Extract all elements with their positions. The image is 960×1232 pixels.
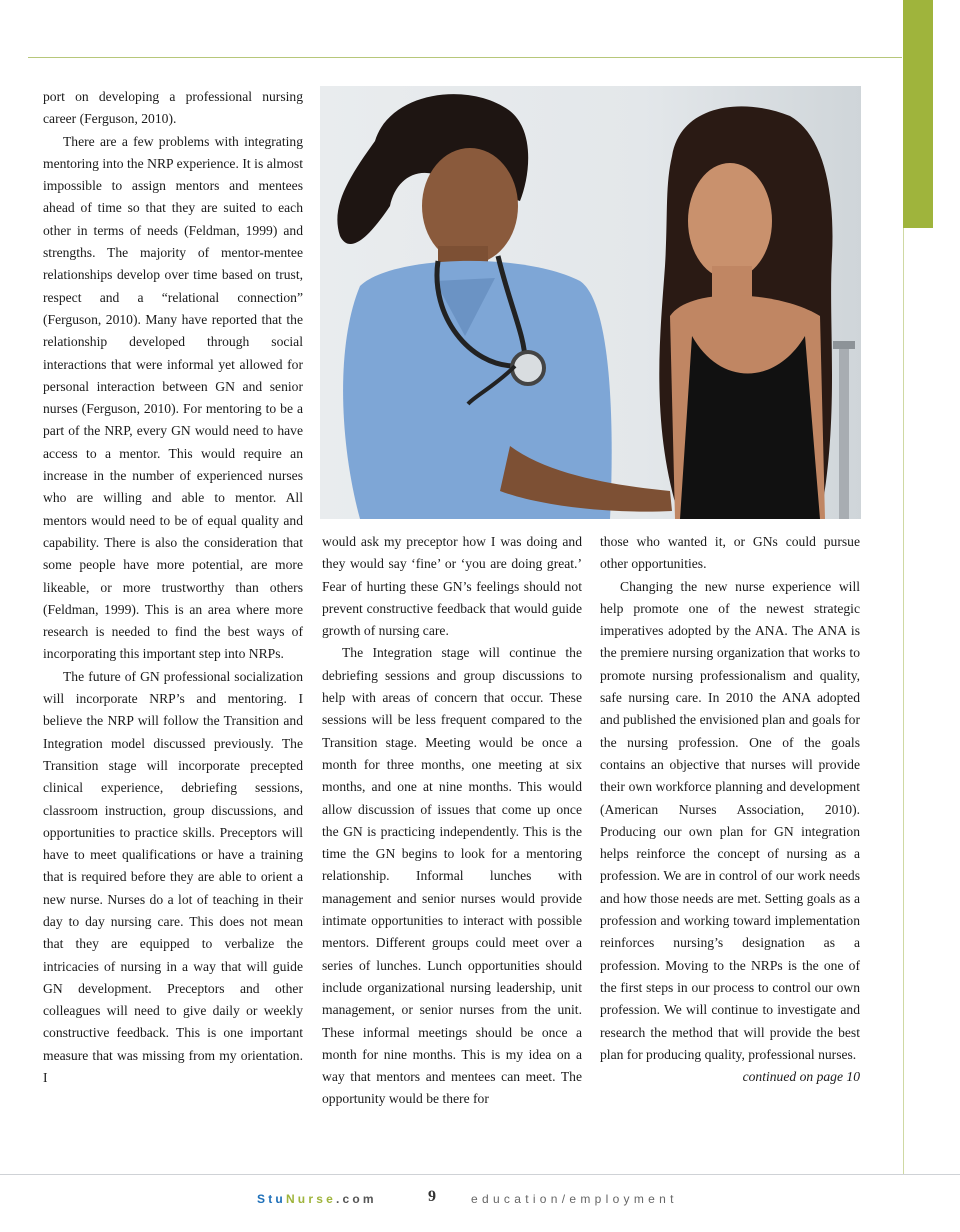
brand-stu: Stu <box>257 1192 286 1206</box>
section-label: education/employment <box>471 1192 678 1206</box>
text-column-3 <box>600 531 860 1088</box>
col3-paragraph-1: those who wanted it, or GNs could pursue other opportunities. <box>600 534 860 572</box>
col1-paragraph-3: The future of GN professional socialization will incorporate NRP’s and mentoring. I believe the NRP will follow the Transition and Integration model discussed previously. The Transition stage will incorporate precepted clinical experience, debriefing sessions, classroom instruction, group discussions, and opportunities to practice skills. Preceptors will have to meet qualifications or have a training that is required before they are able to orient a new nurse. Nurses do a lot of teaching in their day to day nursing care. This does not mean that they are equipped to verbalize the intricacies of nursing in a way that will guide GN development. Preceptors and other colleagues will need to give daily or weekly constructive feedback. This is one important measure that was missing from my orientation. I <box>43 668 303 1086</box>
top-rule <box>28 57 902 58</box>
side-rule <box>903 228 904 1174</box>
page-footer <box>0 1188 960 1212</box>
col2-paragraph-1: would ask my preceptor how I was doing and they would say ‘fine’ or ‘you are doing great.’ Fear of hurting these GN’s feelings should not prevent constructive feedback that would guide growth of nursing care. <box>322 534 582 639</box>
brand-dotcom: .com <box>335 1192 377 1206</box>
continued-note: continued on page 10 <box>742 1069 860 1085</box>
col1-paragraph-1: port on developing a professional nursing career (Ferguson, 2010). <box>43 89 303 127</box>
page-number: 9 <box>428 1188 436 1205</box>
nurse-patient-photo <box>320 86 861 519</box>
col3-paragraph-2: Changing the new nurse experience will help promote one of the newest strategic imperatives adopted by the ANA. The ANA is the premiere nursing organization that works to promote nursing professionalism and quality, safe nursing care. In 2010 the ANA adopted and published the envisioned plan and goals for the nursing profession. One of the goals contains an objective that nurses will provide their own workforce planning and development (American Nurses Association, 2010). Producing our own plan for GN integration helps reinforce the concept of nursing as a profession. We are in control of our work needs and how those needs are met. Setting goals as a profession and working toward implementation reinforces nursing’s designation as a profession. Moving to the NRPs is the one of the first steps in our process to control our own profession. We will continue to investigate and research the method that will provide the best plan for producing quality, professional nurses. <box>600 578 860 1062</box>
text-column-2 <box>322 531 582 1111</box>
brand-nurse: Nurse <box>285 1192 336 1206</box>
accent-side-bar <box>903 0 933 228</box>
footer-rule <box>0 1174 960 1175</box>
col1-paragraph-2: There are a few problems with integrating mentoring into the NRP experience. It is almost impossible to assign mentors and mentees ahead of time so that they are suited to each other in terms of needs (Feldman, 1999) and strengths. The majority of mentor-mentee relationships develop over time based on trust, respect and a “relational connection” (Ferguson, 2010). Many have reported that the relationship developed through social interactions that were informal yet allowed for personal interaction between GN and senior nurses (Ferguson, 2010). For mentoring to be a part of the NRP, every GN would need to have access to a mentor. This would require an increase in the number of experienced nurses who are willing and able to mentor. All mentors would need to be of equal quality and capability. There is also the consideration that some people have more potential, are more likeable, or more trustworthy than others (Feldman, 1999). This is an area where more research is needed to find the best ways of incorporating this important step into NRPs. <box>43 133 303 662</box>
col2-paragraph-2: The Integration stage will continue the debriefing sessions and group discussions to help with areas of concern that occur. These sessions will be less frequent compared to the Transition stage. Meeting would be once a month for three months, one meeting at six months, and one at nine months. This would allow discussion of issues that come up once the GN is practicing independently. This is the time the GN begins to look for a mentoring relationship. Informal lunches with management and senior nurses would provide intimate opportunities to interact with possible mentors. Different groups could meet over a series of lunches. Lunch opportunities should include organizational nursing leadership, unit management, or senior nurses from the unit. These informal meetings should be once a month for nine months. This is my idea on a way that mentors and mentees can meet. The opportunity would be there for <box>322 645 582 1107</box>
brand-logo <box>257 1192 377 1206</box>
text-column-1 <box>43 86 303 1089</box>
